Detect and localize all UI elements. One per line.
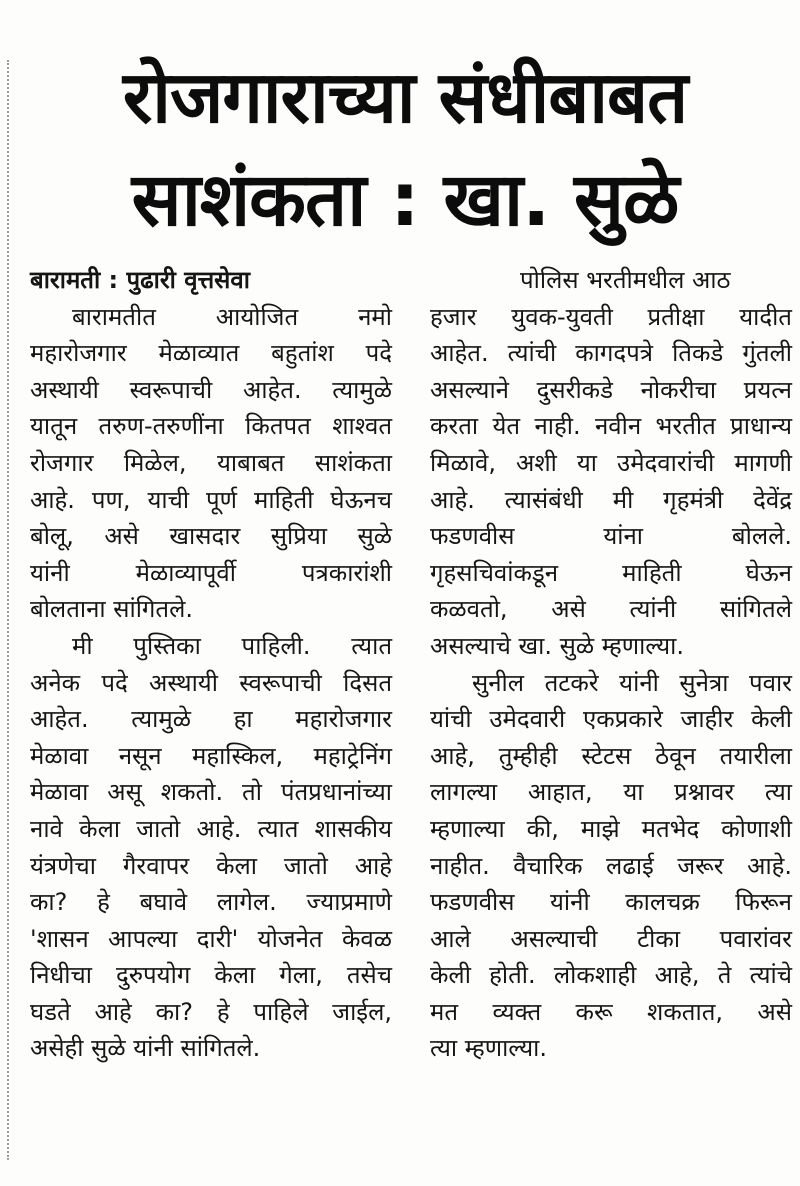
text-line: आहे. त्यासंबंधी मी गृहमंत्री देवेंद्र [430, 485, 792, 514]
text-line: मिळावे, अशी या उमेदवारांची मागणी [430, 448, 792, 477]
dotted-margin-rule [7, 60, 9, 1160]
text-line: घडते आहे का? हे पाहिले जाईल, [30, 997, 392, 1026]
text-line: नाहीत. वैचारिक लढाई जरूर आहे. [430, 851, 792, 880]
text-line: आहे, तुम्हीही स्टेटस ठेवून तयारीला [430, 741, 792, 770]
text-line: फडणवीस यांनी कालचक्र फिरून [430, 888, 792, 917]
text-line: म्हणाल्या की, माझे मतभेद कोणाशी [430, 814, 792, 843]
text-line: मत व्यक्त करू शकतात, असे [430, 997, 792, 1026]
text-line: अस्थायी स्वरूपाची आहेत. त्यामुळे [30, 375, 392, 404]
text-line: 'शासन आपल्या दारी' योजनेत केवळ [30, 924, 392, 953]
text-line: नावे केला जातो आहे. त्यात शासकीय [30, 814, 392, 843]
text-line: बोलताना सांगितले. [30, 595, 194, 624]
text-line: असेही सुळे यांनी सांगितले. [30, 1034, 261, 1063]
text-line: लागल्या आहात, या प्रश्नावर त्या [430, 778, 792, 807]
text-line: कळवतो, असे त्यांनी सांगितले [430, 595, 792, 624]
text-line: आहे. पण, याची पूर्ण माहिती घेऊनच [30, 485, 392, 514]
text-line: मेळावा नसून महास्किल, महाट्रेनिंग [30, 741, 392, 770]
byline: बारामती : पुढारी वृत्तसेवा [30, 266, 250, 294]
text-line: फडणवीस यांना बोलले. [430, 522, 792, 551]
headline-line-1: रोजगाराच्या संधीबाबत [122, 55, 688, 139]
text-line: करता येत नाही. नवीन भरतीत प्राधान्य [430, 412, 792, 441]
text-line: मी पुस्तिका पाहिली. त्यात [72, 631, 392, 660]
text-line: रोजगार मिळेल, याबाबत साशंकता [30, 448, 392, 477]
text-line: अनेक पदे अस्थायी स्वरूपाची दिसत [30, 668, 392, 697]
text-line: असल्याने दुसरीकडे नोकरीचा प्रयत्न [430, 375, 792, 404]
text-line: महारोजगार मेळाव्यात बहुतांश पदे [30, 339, 392, 368]
text-line: निधीचा दुरुपयोग केला गेला, तसेच [30, 961, 392, 990]
text-line: मेळावा असू शकतो. तो पंतप्रधानांच्या [30, 778, 392, 807]
article-left-column [30, 262, 392, 1067]
text-line: आहेत. त्यांची कागदपत्रे तिकडे गुंतली [430, 339, 792, 368]
text-line: त्या म्हणाल्या. [430, 1034, 548, 1063]
text-line: हजार युवक-युवती प्रतीक्षा यादीत [430, 302, 792, 331]
text-line: बारामतीत आयोजित नमो [72, 302, 392, 331]
headline-line-2: साशंकता : खा. सुळे [131, 157, 679, 243]
text-line: यंत्रणेचा गैरवापर केला जातो आहे [30, 851, 392, 880]
text-line: सुनील तटकरे यांनी सुनेत्रा पवार [472, 668, 792, 697]
text-line: यातून तरुण-तरुणींना कितपत शाश्वत [30, 412, 392, 441]
text-line: असल्याचे खा. सुळे म्हणाल्या. [430, 631, 685, 660]
text-line: पोलिस भरतीमधील आठ [520, 266, 731, 294]
text-line: आले असल्याची टीका पवारांवर [430, 924, 792, 953]
text-line: यांची उमेदवारी एकप्रकारे जाहीर केली [430, 705, 792, 734]
text-line: का? हे बघावे लागेल. ज्याप्रमाणे [30, 888, 392, 917]
text-line: आहेत. त्यामुळे हा महारोजगार [30, 705, 392, 734]
text-line: केली होती. लोकशाही आहे, ते त्यांचे [430, 961, 792, 990]
text-line: गृहसचिवांकडून माहिती घेऊन [430, 558, 792, 587]
article-right-column [430, 262, 792, 1067]
text-line: यांनी मेळाव्यापूर्वी पत्रकारांशी [30, 558, 392, 587]
text-line: बोलू, असे खासदार सुप्रिया सुळे [30, 522, 392, 551]
